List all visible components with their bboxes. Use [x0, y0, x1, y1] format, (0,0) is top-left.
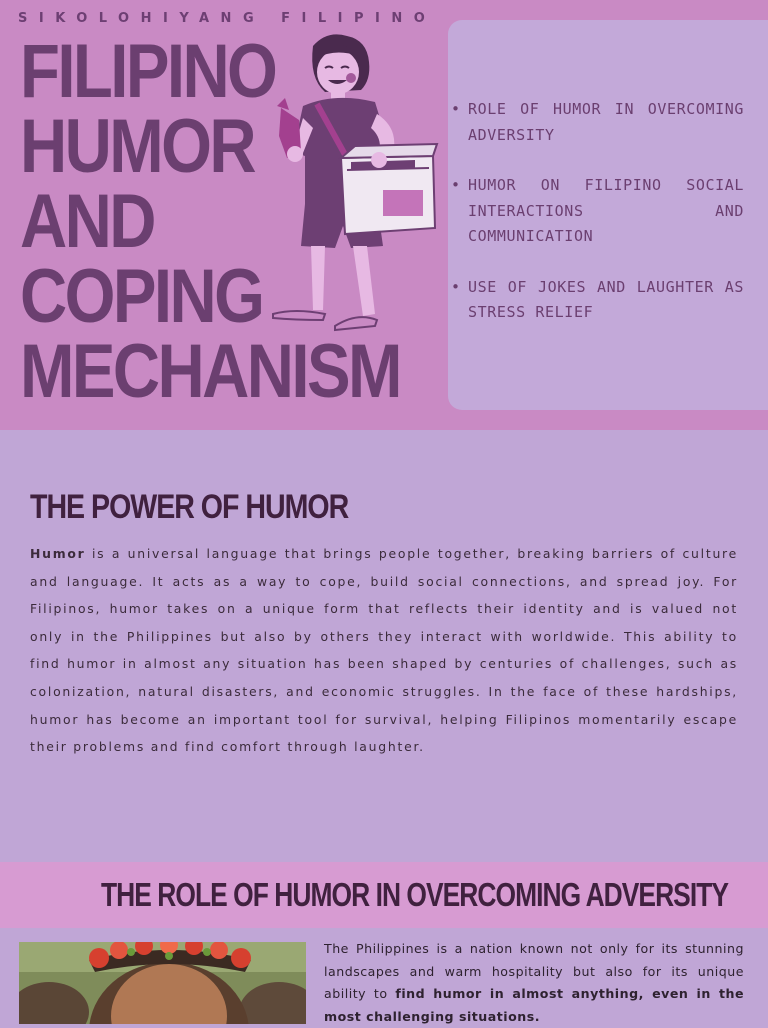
lead-word: Humor	[30, 546, 86, 561]
topic-text: HUMOR ON FILIPINO SOCIAL INTERACTIONS AND COMMUNICATION	[468, 176, 744, 245]
topic-text: ROLE OF HUMOR IN OVERCOMING ADVERSITY	[468, 100, 744, 144]
title-line: FILIPINO	[20, 29, 276, 114]
title-line: MECHANISM	[20, 329, 400, 414]
bullet-icon: •	[451, 100, 461, 118]
section-title-power: THE POWER OF HUMOR	[30, 488, 349, 526]
power-paragraph	[30, 540, 738, 761]
topic-text: USE OF JOKES AND LAUGHTER AS STRESS RELIEF	[468, 277, 744, 321]
power-body: is a universal language that brings people together, breaking barriers of culture and language. It acts as a way to cope, build social connections, and spread joy. For Filipinos, humor takes on a unique form that reflects their identity and is valued not only in the Philippines but also by others they interact with worldwide. This ability to find humor in almost any situation has been shaped by centuries of challenges, such as colonization, natural disasters, and economic struggles. In the face of these hardships, humor has become an important tool for survival, helping Filipinos momentarily escape their problems and find comfort through laughter.	[30, 546, 738, 755]
hero-section	[0, 0, 768, 430]
role-paragraph	[324, 938, 744, 1028]
section-title-role: THE ROLE OF HUMOR IN OVERCOMING ADVERSITY	[101, 876, 729, 913]
vendor-boy-illustration	[265, 28, 445, 338]
topics-card	[448, 20, 768, 410]
topic-item	[451, 97, 744, 148]
role-text-bold: find humor in almost anything, even in the most challenging situations.	[324, 986, 744, 1024]
topic-item	[451, 275, 744, 326]
section-band-role	[0, 862, 768, 928]
series-label: SIKOLOHIYANG FILIPINO	[18, 11, 437, 26]
topic-list	[451, 97, 744, 351]
photo-image	[19, 942, 306, 1024]
topic-item	[451, 173, 744, 250]
title-line: HUMOR	[20, 104, 254, 189]
bullet-icon: •	[451, 176, 461, 194]
title-line: COPING	[20, 254, 263, 339]
role-text-regular: The Philippines is a nation known not only for its stunning landscapes and warm hospitality but also for its unique ability to	[324, 941, 744, 1001]
festival-photo	[19, 942, 306, 1024]
bullet-icon: •	[451, 277, 461, 296]
title-line: AND	[20, 179, 154, 264]
